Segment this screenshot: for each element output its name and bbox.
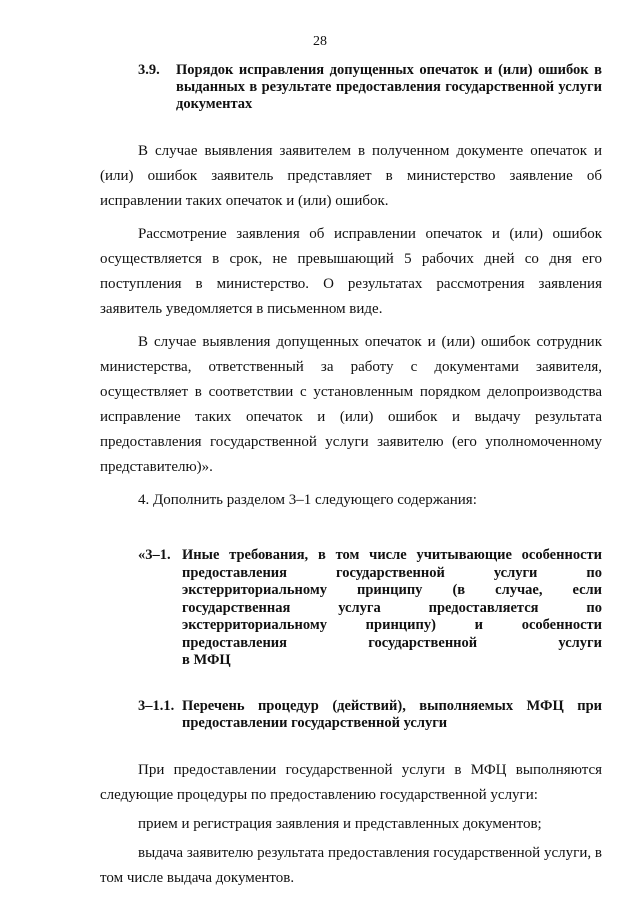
- section-3-1-title: [182, 547, 602, 670]
- section-3-1-title-line: экстерриториальному принципу (в случае, если: [182, 582, 602, 598]
- paragraph: 4. Дополнить разделом 3–1 следующего содержания:: [138, 492, 477, 508]
- page-number: 28: [313, 34, 327, 49]
- section-3-1-1-heading: [100, 698, 602, 732]
- paragraph: выдача заявителю результата предоставления государственной услуги, в том числе выдача документов.: [100, 844, 602, 886]
- paragraph: прием и регистрация заявления и представленных документов;: [138, 815, 542, 832]
- document-body: [100, 62, 602, 895]
- section-3-9-number: 3.9.: [138, 62, 160, 78]
- section-3-1-title-line: Иные требования, в том числе учитывающие особенности: [182, 547, 602, 563]
- section-3-1-title-line: государственная услуга предоставляется по: [182, 599, 602, 616]
- section-3-1-title-line: предоставления государственной услуги: [182, 634, 602, 651]
- section-3-1-1-title: Перечень процедур (действий), выполняемых МФЦ при предоставлении государственной услуги: [182, 697, 602, 731]
- section-3-9-title: Порядок исправления допущенных опечаток и (или) ошибок в выданных в результате предоставления государственной услуги документах: [176, 62, 602, 112]
- section-3-1-heading: [100, 547, 602, 670]
- section-3-1-number: «3–1.: [138, 547, 171, 563]
- paragraph: В случае выявления допущенных опечаток и (или) ошибок сотрудник министерства, ответственный за работу с документами заявителя, осуществляет в соответствии с установленным порядком делопроизводства исправление таких опечаток и (или) ошибок и выдачу результата предоставления государственной услуги заявителю (его уполномоченному представителю)».: [100, 334, 602, 475]
- paragraph: При предоставлении государственной услуги в МФЦ выполняются следующие процедуры по предоставлению государственной услуги:: [100, 761, 602, 803]
- section-3-1-title-line: экстерриториальному принципу) и особенности: [182, 617, 602, 633]
- section-3-1-1-number: 3–1.1.: [138, 697, 175, 714]
- paragraph: В случае выявления заявителем в полученном документе опечаток и (или) ошибок заявитель представляет в министерство заявление об исправлении таких опечаток и (или) ошибок.: [100, 143, 602, 209]
- section-3-9-heading: [100, 62, 602, 113]
- section-3-1-title-line: предоставления государственной услуги по: [182, 564, 602, 581]
- section-3-1-title-line: в МФЦ: [182, 652, 231, 668]
- paragraph: Рассмотрение заявления об исправлении опечаток и (или) ошибок осуществляется в срок, не превышающий 5 рабочих дней со дня его поступления в министерство. О результатах рассмотрения заявления заявитель уведомляется в письменном виде.: [100, 226, 602, 317]
